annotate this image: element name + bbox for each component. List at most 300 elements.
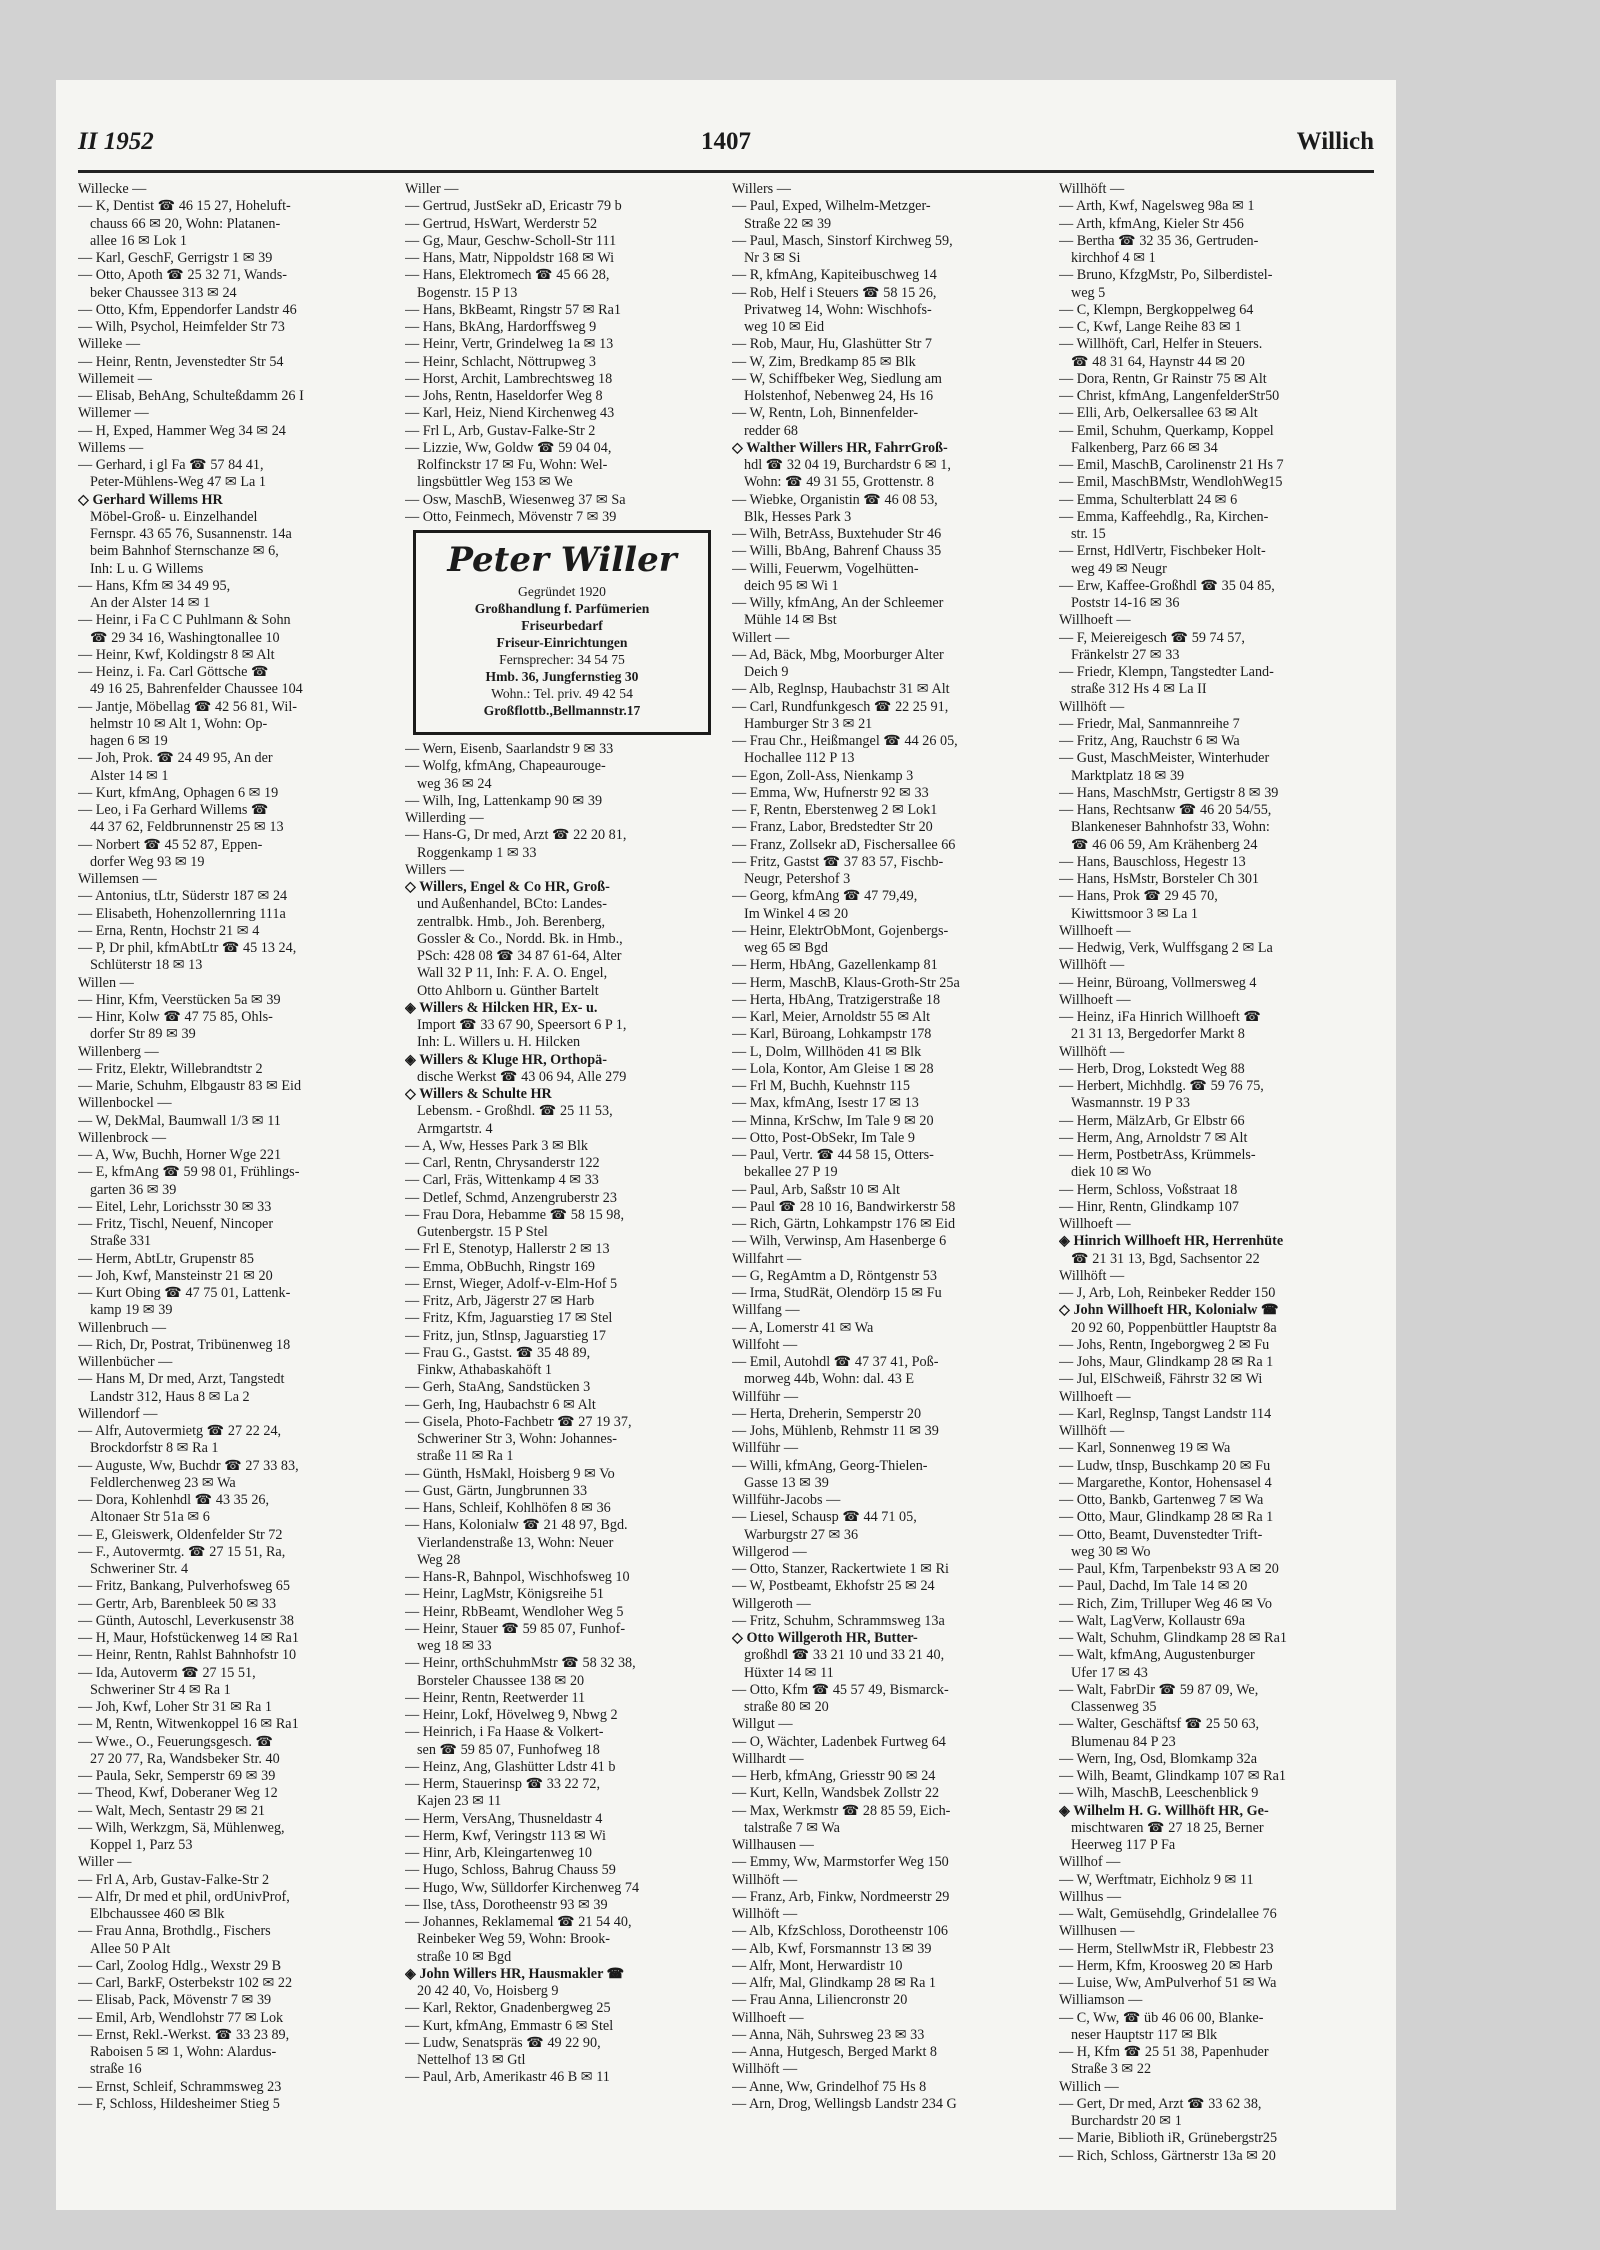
directory-entry: allee 16 ✉ Lok 1 xyxy=(90,232,187,249)
directory-entry: Reinbeker Weg 59, Wohn: Brook- xyxy=(417,1931,611,1948)
directory-entry: Straße 3 ✉ 22 xyxy=(1071,2061,1152,2078)
directory-entry: Feldlerchenweg 23 ✉ Wa xyxy=(90,1474,236,1491)
directory-entry: — F, Schloss, Hildesheimer Stieg 5 xyxy=(78,2095,280,2112)
directory-entry: — Frl M, Buchh, Kuehnstr 115 xyxy=(732,1078,910,1094)
directory-entry: — Heinr, ElektrObMont, Gojenbergs- xyxy=(732,922,949,939)
directory-entry: — Gert, Dr med, Arzt ☎ 33 62 38, xyxy=(1059,2095,1262,2112)
directory-entry: — Emma, Schulterblatt 24 ✉ 6 xyxy=(1059,491,1238,508)
directory-entry: Willenbruch — xyxy=(78,1319,167,1336)
ad-address-1: Hmb. 36, Jungfernstieg 30 xyxy=(485,669,639,684)
directory-entry: — Hugo, Schloss, Bahrug Chauss 59 xyxy=(405,1862,616,1879)
directory-entry: — Jantje, Möbellag ☎ 42 56 81, Wil- xyxy=(78,698,297,715)
directory-entry: Willhardt — xyxy=(732,1750,804,1767)
directory-entry: Willhöft — xyxy=(732,1906,798,1922)
directory-entry: zentralbk. Hmb., Joh. Berenberg, xyxy=(417,913,606,930)
directory-entry: — Antonius, tLtr, Süderstr 187 ✉ 24 xyxy=(78,888,288,905)
directory-entry: Gasse 13 ✉ 39 xyxy=(744,1474,829,1491)
directory-entry: An der Alster 14 ✉ 1 xyxy=(90,595,211,611)
directory-entry: — O, Wächter, Ladenbek Furtweg 64 xyxy=(732,1733,946,1750)
directory-entry: — Gg, Maur, Geschw-Scholl-Str 111 xyxy=(405,232,617,249)
directory-entry: — Heinz, Ang, Glashütter Ldstr 41 b xyxy=(405,1758,616,1775)
directory-entry: kamp 19 ✉ 39 xyxy=(90,1302,173,1319)
directory-entry: Willhoeft — xyxy=(1059,1216,1131,1232)
directory-entry: — Minna, KrSchw, Im Tale 9 ✉ 20 xyxy=(732,1112,934,1129)
ad-line-3: Friseur-Einrichtungen xyxy=(496,635,628,650)
directory-entry: — Heinr, Kwf, Koldingstr 8 ✉ Alt xyxy=(78,646,275,663)
directory-entry: 20 42 40, Vo, Hoisberg 9 xyxy=(417,1983,559,1999)
directory-entry: Willhöft — xyxy=(1059,1043,1125,1060)
directory-entry: — Dora, Kohlenhdl ☎ 43 35 26, xyxy=(78,1492,270,1508)
directory-entry: Nettelhof 13 ✉ Gtl xyxy=(417,2052,526,2068)
page-header xyxy=(78,128,1374,160)
directory-entry: — Ludw, Senatspräs ☎ 49 22 90, xyxy=(405,2034,601,2051)
directory-entry: — Rich, Dr, Postrat, Tribünenweg 18 xyxy=(78,1336,291,1353)
directory-entry: — Hans, HsMstr, Borsteler Ch 301 xyxy=(1059,871,1260,887)
directory-entry: chauss 66 ✉ 20, Wohn: Platanen- xyxy=(90,215,281,232)
directory-entry: mischtwaren ☎ 27 18 25, Berner xyxy=(1071,1819,1264,1836)
directory-entry: Weg 28 xyxy=(417,1551,461,1568)
directory-entry: — Frau Dora, Hebamme ☎ 58 15 98, xyxy=(405,1206,625,1223)
directory-entry: — Bertha ☎ 32 35 36, Gertruden- xyxy=(1059,232,1259,249)
directory-entry: ◈ John Willers HR, Hausmakler ☎ xyxy=(405,1965,625,1982)
directory-entry: — Hans, Elektromech ☎ 45 66 28, xyxy=(405,267,610,284)
directory-entry: Willers — xyxy=(405,861,464,878)
directory-entry: großhdl ☎ 33 21 10 und 33 21 40, xyxy=(744,1647,945,1664)
directory-entry: Roggenkamp 1 ✉ 33 xyxy=(417,844,537,861)
directory-entry: — Herm, HbAng, Gazellenkamp 81 xyxy=(732,957,938,974)
directory-entry: Willer — xyxy=(78,1854,132,1871)
directory-entry: ◈ Hinrich Willhoeft HR, Herrenhüte xyxy=(1059,1233,1284,1250)
directory-entry: Blumenau 84 P 23 xyxy=(1071,1733,1176,1750)
directory-entry: Peter-Mühlens-Weg 47 ✉ La 1 xyxy=(90,474,266,491)
directory-entry: — Hinr, Kolw ☎ 47 75 85, Ohls- xyxy=(78,1009,273,1025)
directory-entry: Willer — xyxy=(405,181,459,197)
directory-entry: — Heinr, LagMstr, Königsreihe 51 xyxy=(405,1586,605,1603)
directory-entry: — Karl, Büroang, Lohkampstr 178 xyxy=(732,1026,932,1043)
directory-entry: — Lola, Kontor, Am Gleise 1 ✉ 28 xyxy=(732,1060,934,1077)
directory-entry: — Otto, Kfm, Eppendorfer Landstr 46 xyxy=(78,301,297,318)
directory-entry: — Wolfg, kfmAng, Chapeaurouge- xyxy=(405,758,606,775)
directory-entry: und Außenhandel, BCto: Landes- xyxy=(417,896,607,913)
directory-entry: ☎ 29 34 16, Washingtonallee 10 xyxy=(90,629,280,646)
directory-entry: — Franz, Zollsekr aD, Fischersallee 66 xyxy=(732,836,956,853)
directory-entry: bekallee 27 P 19 xyxy=(744,1164,838,1181)
directory-entry: — Walt, Schuhm, Glindkamp 28 ✉ Ra1 xyxy=(1059,1630,1288,1646)
directory-entry: Willemeit — xyxy=(78,370,152,387)
directory-entry: — Walt, LagVerw, Kollaustr 69a xyxy=(1059,1612,1246,1629)
directory-entry: — Horst, Archit, Lambrechtsweg 18 xyxy=(405,370,613,387)
directory-entry: Privatweg 14, Wohn: Wischhofs- xyxy=(744,301,932,318)
directory-entry: — Herb, Drog, Lokstedt Weg 88 xyxy=(1059,1060,1245,1077)
directory-entry: — Karl, Sonnenweg 19 ✉ Wa xyxy=(1059,1440,1231,1457)
directory-entry: 27 20 77, Ra, Wandsbeker Str. 40 xyxy=(90,1750,280,1767)
directory-entry: Inh: L u. G Willems xyxy=(90,560,204,577)
directory-entry: — Hans, Rechtsanw ☎ 46 20 54/55, xyxy=(1059,802,1272,818)
directory-entry: — Otto, Bankb, Gartenweg 7 ✉ Wa xyxy=(1059,1492,1264,1508)
directory-entry: — Gertr, Arb, Barenbleek 50 ✉ 33 xyxy=(78,1595,277,1612)
directory-entry: dische Werkst ☎ 43 06 94, Alle 279 xyxy=(417,1068,627,1085)
directory-entry: — Eitel, Lehr, Lorichsstr 30 ✉ 33 xyxy=(78,1198,272,1215)
directory-entry: — Elisab, BehAng, Schulteßdamm 26 I xyxy=(78,388,304,404)
directory-entry: — Theod, Kwf, Doberaner Weg 12 xyxy=(78,1785,278,1802)
directory-entry: — Elisab, Pack, Mövenstr 7 ✉ 39 xyxy=(78,1992,272,2009)
column-2-entries-bottom xyxy=(405,741,719,2087)
directory-entry: Kajen 23 ✉ 11 xyxy=(417,1793,502,1810)
directory-entry: — Emil, MaschBMstr, WendlohWeg15 xyxy=(1059,474,1283,491)
directory-entry: — C, Kwf, Lange Reihe 83 ✉ 1 xyxy=(1059,319,1242,335)
directory-entry: — Paul ☎ 28 10 16, Bandwirkerstr 58 xyxy=(732,1198,956,1215)
directory-entry: — Arth, Kwf, Nagelsweg 98a ✉ 1 xyxy=(1059,198,1255,215)
directory-entry: — Ludw, tInsp, Buschkamp 20 ✉ Fu xyxy=(1059,1457,1271,1474)
directory-entry: — Fritz, Ang, Rauchstr 6 ✉ Wa xyxy=(1059,733,1240,749)
directory-entry: ☎ 48 31 64, Haynstr 44 ✉ 20 xyxy=(1071,353,1245,370)
directory-entry: Vierlandenstraße 13, Wohn: Neuer xyxy=(417,1534,614,1551)
directory-entry: — Anna, Näh, Suhrsweg 23 ✉ 33 xyxy=(732,2026,925,2043)
directory-entry: lingsbüttler Weg 153 ✉ We xyxy=(417,474,573,491)
directory-entry: ◈ Willers & Kluge HR, Orthopä- xyxy=(405,1051,607,1068)
directory-entry: weg 5 xyxy=(1071,284,1106,301)
directory-entry: — Fritz, Elektr, Willebrandtstr 2 xyxy=(78,1060,263,1077)
directory-entry: weg 49 ✉ Neugr xyxy=(1071,560,1167,577)
directory-entry: Blankeneser Bahnhofstr 33, Wohn: xyxy=(1071,819,1270,836)
directory-entry: — Marie, Schuhm, Elbgaustr 83 ✉ Eid xyxy=(78,1078,302,1094)
directory-entry: — Ernst, Rekl.-Werkst. ☎ 33 23 89, xyxy=(78,2026,290,2043)
directory-entry: — Irma, StudRät, Olendörp 15 ✉ Fu xyxy=(732,1285,942,1301)
directory-entry: — Erna, Rentn, Hochstr 21 ✉ 4 xyxy=(78,922,260,939)
directory-entry: — Herm, StellwMstr iR, Flebbestr 23 xyxy=(1059,1940,1274,1957)
directory-entry: ◇ John Willhoeft HR, Kolonialw ☎ xyxy=(1059,1302,1279,1319)
directory-entry: 49 16 25, Bahrenfelder Chaussee 104 xyxy=(90,681,303,698)
directory-entry: Alster 14 ✉ 1 xyxy=(90,767,169,784)
directory-entry: Fernspr. 43 65 76, Susannenstr. 14a xyxy=(90,526,292,542)
directory-entry: Hochallee 112 P 13 xyxy=(744,750,855,767)
directory-entry: — Heinr, Vertr, Grindelweg 1a ✉ 13 xyxy=(405,336,614,353)
directory-entry: — Frau Anna, Liliencronstr 20 xyxy=(732,1992,908,2009)
directory-entry: Straße 331 xyxy=(90,1233,152,1250)
directory-entry: Classenweg 35 xyxy=(1071,1699,1157,1715)
directory-entry: ◇ Willers, Engel & Co HR, Groß- xyxy=(405,879,610,895)
directory-entry: Willgut — xyxy=(732,1716,793,1733)
directory-entry: — Gertrud, HsWart, Werderstr 52 xyxy=(405,215,598,232)
directory-entry: — Alfr, Mont, Herwardistr 10 xyxy=(732,1957,903,1974)
directory-entry: Poststr 14-16 ✉ 36 xyxy=(1071,595,1180,611)
directory-entry: ☎ 46 06 59, Am Krähenberg 24 xyxy=(1071,836,1258,853)
directory-entry: — Max, kfmAng, Isestr 17 ✉ 13 xyxy=(732,1095,919,1112)
directory-entry: — F., Autovermtg. ☎ 27 15 51, Ra, xyxy=(78,1543,286,1560)
directory-entry: str. 15 xyxy=(1071,526,1106,542)
directory-entry: — Dora, Rentn, Gr Rainstr 75 ✉ Alt xyxy=(1059,370,1267,387)
directory-entry: diek 10 ✉ Wo xyxy=(1071,1164,1152,1181)
directory-entry: — Wilh, Verwinsp, Am Hasenberge 6 xyxy=(732,1233,947,1250)
directory-entry: Schweriner Str. 4 xyxy=(90,1561,189,1577)
directory-entry: — Hans, BkBeamt, Ringstr 57 ✉ Ra1 xyxy=(405,301,622,318)
directory-entry: hagen 6 ✉ 19 xyxy=(90,733,168,749)
directory-entry: Willhoeft — xyxy=(1059,991,1131,1008)
directory-entry: — Heinr, i Fa C C Puhlmann & Sohn xyxy=(78,612,291,629)
directory-entry: — Heinr, Rentn, Jevenstedter Str 54 xyxy=(78,353,284,370)
directory-entry: — Wilh, Psychol, Heimfelder Str 73 xyxy=(78,319,285,335)
directory-entry: Gutenbergstr. 15 P Stel xyxy=(417,1224,548,1240)
directory-entry: — Emma, Kaffeehdlg., Ra, Kirchen- xyxy=(1059,508,1269,525)
directory-entry: — Wiebke, Organistin ☎ 46 08 53, xyxy=(732,491,938,508)
directory-entry: — E, kfmAng ☎ 59 98 01, Frühlings- xyxy=(78,1164,300,1181)
directory-entry: — Fritz, jun, Stlnsp, Jaguarstieg 17 xyxy=(405,1327,606,1344)
directory-entry: Willhöft — xyxy=(732,1871,798,1888)
directory-entry: — Jul, ElSchweiß, Fährstr 32 ✉ Wi xyxy=(1059,1371,1263,1388)
directory-entry: — Otto, Kfm ☎ 45 57 49, Bismarck- xyxy=(732,1681,949,1698)
directory-entry: ◈ Wilhelm H. G. Willhöft HR, Ge- xyxy=(1059,1802,1269,1819)
directory-entry: — Karl, Heiz, Niend Kirchenweg 43 xyxy=(405,405,615,422)
directory-entry: — W, Zim, Bredkamp 85 ✉ Blk xyxy=(732,353,916,370)
directory-entry: — Erw, Kaffee-Großhdl ☎ 35 04 85, xyxy=(1059,577,1275,594)
directory-entry: — H, Exped, Hammer Weg 34 ✉ 24 xyxy=(78,422,286,439)
directory-entry: Otto Ahlborn u. Günther Bartelt xyxy=(417,982,599,999)
column-4 xyxy=(1059,181,1373,2191)
directory-entry: straße 11 ✉ Ra 1 xyxy=(417,1448,514,1465)
directory-entry: — Auguste, Ww, Buchdr ☎ 27 33 83, xyxy=(78,1457,299,1474)
directory-entry: — Willi, BbAng, Bahrenf Chauss 35 xyxy=(732,543,942,560)
directory-entry: — Paul, Kfm, Tarpenbekstr 93 A ✉ 20 xyxy=(1059,1561,1279,1577)
directory-entry: Rolfinckstr 17 ✉ Fu, Wohn: Wel- xyxy=(417,457,608,473)
directory-entry: — Gust, Gärtn, Jungbrunnen 33 xyxy=(405,1482,588,1499)
directory-entry: — Hans, Bauschloss, Hegestr 13 xyxy=(1059,853,1246,870)
directory-entry: — Wern, Ing, Osd, Blomkamp 32a xyxy=(1059,1750,1257,1767)
directory-entry: — M, Rentn, Witwenkoppel 16 ✉ Ra1 xyxy=(78,1716,299,1733)
directory-entry: Willführ — xyxy=(732,1388,799,1405)
directory-entry: — Wilh, Werkzgm, Sä, Mühlenweg, xyxy=(78,1819,285,1836)
ad-line-1: Großhandlung f. Parfümerien xyxy=(474,601,650,616)
directory-entry: — Heinz, i. Fa. Carl Göttsche ☎ xyxy=(78,664,269,680)
directory-entry: Willemer — xyxy=(78,405,149,422)
ad-title: Peter Willer xyxy=(447,540,677,580)
directory-entry: Willhöft — xyxy=(1059,181,1125,197)
directory-entry: — Carl, Rundfunkgesch ☎ 22 25 91, xyxy=(732,698,949,715)
directory-entry: — Herm, Kfm, Kroosweg 20 ✉ Harb xyxy=(1059,1957,1273,1974)
ad-phone: Fernsprecher: 34 54 75 xyxy=(499,652,625,667)
directory-entry: — Heinrich, i Fa Haase & Volkert- xyxy=(405,1724,604,1741)
directory-entry: Willecke — xyxy=(78,181,147,197)
directory-entry: Schlüterstr 18 ✉ 13 xyxy=(90,957,203,974)
directory-entry: — Herm, MälzArb, Gr Elbstr 66 xyxy=(1059,1112,1245,1129)
directory-entry: — Emil, Arb, Wendlohstr 77 ✉ Lok xyxy=(78,2009,284,2026)
directory-entry: — Rich, Gärtn, Lohkampstr 176 ✉ Eid xyxy=(732,1216,956,1232)
directory-entry: — Alfr, Autovermietg ☎ 27 22 24, xyxy=(78,1423,282,1439)
directory-entry: Willführ — xyxy=(732,1440,799,1457)
directory-entry: — Franz, Labor, Bredstedter Str 20 xyxy=(732,819,933,836)
directory-entry: — Johs, Rentn, Ingeborgweg 2 ✉ Fu xyxy=(1059,1336,1270,1353)
directory-entry: — Gerh, Ing, Haubachstr 6 ✉ Alt xyxy=(405,1396,596,1413)
directory-entry: — Kurt, kfmAng, Emmastr 6 ✉ Stel xyxy=(405,2017,614,2034)
directory-entry: — W, Werftmatr, Eichholz 9 ✉ 11 xyxy=(1059,1871,1254,1888)
directory-entry: — Fritz, Tischl, Neuenf, Nincoper xyxy=(78,1216,274,1232)
directory-entry: — Friedr, Klempn, Tangstedter Land- xyxy=(1059,664,1274,680)
directory-entry: — Heinr, Stauer ☎ 59 85 07, Funhof- xyxy=(405,1620,626,1637)
directory-entry: Hamburger Str 3 ✉ 21 xyxy=(744,715,873,732)
directory-entry: beker Chaussee 313 ✉ 24 xyxy=(90,284,237,301)
directory-entry: — Ernst, Schleif, Schrammsweg 23 xyxy=(78,2078,282,2095)
directory-entry: Willenbrock — xyxy=(78,1129,167,1146)
directory-entry: — Rich, Schloss, Gärtnerstr 13a ✉ 20 xyxy=(1059,2147,1276,2164)
directory-entry: Willhusen — xyxy=(1059,1923,1135,1940)
directory-entry: — Franz, Arb, Finkw, Nordmeerstr 29 xyxy=(732,1888,950,1905)
directory-entry: — Fritz, Arb, Jägerstr 27 ✉ Harb xyxy=(405,1293,595,1309)
directory-entry: Willert — xyxy=(732,629,790,646)
directory-entry: — Ernst, Wieger, Adolf-v-Elm-Hof 5 xyxy=(405,1275,618,1292)
directory-entry: Willhöft — xyxy=(1059,1423,1125,1439)
directory-entry: — Wilh, Beamt, Glindkamp 107 ✉ Ra1 xyxy=(1059,1768,1286,1784)
directory-entry: — Joh, Kwf, Loher Str 31 ✉ Ra 1 xyxy=(78,1699,272,1715)
directory-entry: — J, Arb, Loh, Reinbeker Redder 150 xyxy=(1059,1285,1276,1301)
directory-entry: — Alb, Kwf, Forsmannstr 13 ✉ 39 xyxy=(732,1940,932,1957)
directory-entry: weg 10 ✉ Eid xyxy=(744,319,825,335)
directory-entry: — Wilh, Ing, Lattenkamp 90 ✉ 39 xyxy=(405,792,603,809)
directory-entry: Schweriner Str 4 ✉ Ra 1 xyxy=(90,1681,231,1698)
directory-entry: — Karl, GeschF, Gerrigstr 1 ✉ 39 xyxy=(78,250,273,266)
directory-entry: talstraße 7 ✉ Wa xyxy=(744,1819,840,1836)
directory-entry: 21 31 13, Bergedorfer Markt 8 xyxy=(1071,1026,1245,1043)
directory-entry: — Herm, PostbetrAss, Krümmels- xyxy=(1059,1147,1256,1163)
directory-entry: Willhoeft — xyxy=(1059,1388,1131,1405)
directory-entry: — Paul, Arb, Saßstr 10 ✉ Alt xyxy=(732,1181,900,1198)
directory-entry: Gossler & Co., Nordd. Bk. in Hmb., xyxy=(417,930,623,947)
directory-entry: — Otto, Feinmech, Mövenstr 7 ✉ 39 xyxy=(405,508,617,525)
directory-entry: — Emil, Schuhm, Querkamp, Koppel xyxy=(1059,422,1274,439)
directory-entry: — Carl, Zoolog Hdlg., Wexstr 29 B xyxy=(78,1957,282,1974)
directory-entry: — Gerhard, i gl Fa ☎ 57 84 41, xyxy=(78,457,264,473)
directory-entry: Willers — xyxy=(732,181,791,197)
directory-entry: — W, DekMal, Baumwall 1/3 ✉ 11 xyxy=(78,1112,281,1129)
directory-entry: Willhoeft — xyxy=(1059,612,1131,629)
directory-entry: — L, Dolm, Willhöden 41 ✉ Blk xyxy=(732,1043,922,1060)
directory-entry: — Paul, Exped, Wilhelm-Metzger- xyxy=(732,198,931,215)
directory-entry: — Walt, Gemüsehdlg, Grindelallee 76 xyxy=(1059,1906,1277,1922)
directory-entry: dorfer Str 89 ✉ 39 xyxy=(90,1026,196,1043)
directory-entry: — Ernst, HdlVertr, Fischbeker Holt- xyxy=(1059,543,1266,560)
directory-entry: Willführ-Jacobs — xyxy=(732,1492,841,1508)
directory-entry: — Fritz, Bankang, Pulverhofsweg 65 xyxy=(78,1578,290,1595)
directory-entry: — Hinr, Rentn, Glindkamp 107 xyxy=(1059,1198,1239,1215)
directory-entry: ◇ Gerhard Willems HR xyxy=(78,491,223,508)
directory-entry: kirchhof 4 ✉ 1 xyxy=(1071,250,1156,266)
directory-entry: — Hans-R, Bahnpol, Wischhofsweg 10 xyxy=(405,1569,630,1585)
directory-entry: — Hans, Schleif, Kohlhöfen 8 ✉ 36 xyxy=(405,1500,611,1516)
directory-entry: — Otto, Maur, Glindkamp 28 ✉ Ra 1 xyxy=(1059,1509,1274,1526)
directory-entry: Lebensm. - Großhdl. ☎ 25 11 53, xyxy=(417,1103,613,1120)
directory-entry: — K, Dentist ☎ 46 15 27, Hoheluft- xyxy=(78,198,291,215)
directory-entry: Borsteler Chaussee 138 ✉ 20 xyxy=(417,1672,585,1689)
directory-entry: — Herm, Ang, Arnoldstr 7 ✉ Alt xyxy=(1059,1129,1248,1146)
directory-entry: Altonaer Str 51a ✉ 6 xyxy=(90,1509,210,1526)
directory-entry: — Emil, MaschB, Carolinenstr 21 Hs 7 xyxy=(1059,457,1284,473)
directory-entry: — Emma, ObBuchh, Ringstr 169 xyxy=(405,1258,595,1275)
directory-entry: — Günth, HsMakl, Hoisberg 9 ✉ Vo xyxy=(405,1465,615,1482)
directory-entry: — Johannes, Reklamemal ☎ 21 54 40, xyxy=(405,1914,632,1930)
directory-entry: — Günth, Autoschl, Leverkusenstr 38 xyxy=(78,1612,294,1629)
directory-entry: — Heinr, Rentn, Reetwerder 11 xyxy=(405,1689,586,1706)
ad-line-2: Friseurbedarf xyxy=(521,618,603,633)
directory-entry: ◇ Otto Willgeroth HR, Butter- xyxy=(732,1630,918,1646)
directory-entry: Willfang — xyxy=(732,1302,800,1319)
directory-entry: — Wwe., O., Feuerungsgesch. ☎ xyxy=(78,1733,274,1750)
directory-entry: Neugr, Petershof 3 xyxy=(744,871,851,887)
directory-entry: Blk, Hesses Park 3 xyxy=(744,508,852,525)
directory-entry: — Wilh, MaschB, Leeschenblick 9 xyxy=(1059,1785,1259,1802)
directory-entry: — F, Meiereigesch ☎ 59 74 57, xyxy=(1059,629,1245,646)
directory-entry: weg 36 ✉ 24 xyxy=(417,775,492,792)
directory-entry: — Kurt, kfmAng, Ophagen 6 ✉ 19 xyxy=(78,784,279,801)
directory-entry: — Gertrud, JustSekr aD, Ericastr 79 b xyxy=(405,198,622,215)
directory-entry: — Alfr, Dr med et phil, ordUnivProf, xyxy=(78,1888,290,1905)
directory-entry: Willhöft — xyxy=(732,2061,798,2078)
directory-entry: Willen — xyxy=(78,974,134,991)
directory-entry: — Willhöft, Carl, Helfer in Steuers. xyxy=(1059,336,1263,353)
directory-entry: Willhöft — xyxy=(1059,698,1125,715)
directory-entry: — Willy, kfmAng, An der Schleemer xyxy=(732,595,944,611)
directory-entry: — Walt, FabrDir ☎ 59 87 09, We, xyxy=(1059,1681,1259,1698)
directory-entry: — G, RegAmtm a D, Röntgenstr 53 xyxy=(732,1267,937,1284)
directory-entry: sen ☎ 59 85 07, Funhofweg 18 xyxy=(417,1741,600,1758)
directory-entry: — Leo, i Fa Gerhard Willems ☎ xyxy=(78,802,269,818)
directory-entry: morweg 44b, Wohn: dal. 43 E xyxy=(744,1371,915,1388)
directory-entry: garten 36 ✉ 39 xyxy=(90,1181,177,1198)
directory-entry: — P, Dr phil, kfmAbtLtr ☎ 45 13 24, xyxy=(78,940,297,956)
volume-year: II 1952 xyxy=(78,128,154,155)
directory-entry: Deich 9 xyxy=(744,664,789,680)
directory-entry: Straße 22 ✉ 39 xyxy=(744,215,832,232)
directory-entry: — Heinr, orthSchuhmMstr ☎ 58 32 38, xyxy=(405,1655,636,1672)
directory-entry: Willhöft — xyxy=(1059,957,1125,974)
directory-entry: — Elli, Arb, Oelkersallee 63 ✉ Alt xyxy=(1059,405,1258,422)
directory-entry: Willhausen — xyxy=(732,1837,814,1853)
directory-entry: — Joh, Kwf, Mansteinstr 21 ✉ 20 xyxy=(78,1267,273,1284)
column-1 xyxy=(78,181,392,2191)
directory-entry: — H, Kfm ☎ 25 51 38, Papenhuder xyxy=(1059,2044,1269,2060)
directory-entry: — Gisela, Photo-Fachbetr ☎ 27 19 37, xyxy=(405,1413,632,1430)
directory-entry: Wasmannstr. 19 P 33 xyxy=(1071,1095,1190,1112)
directory-entry: — Johs, Rentn, Haseldorfer Weg 8 xyxy=(405,388,603,404)
directory-entry: — Lizzie, Ww, Goldw ☎ 59 04 04, xyxy=(405,439,612,456)
directory-entry: — Gerh, StaAng, Sandstücken 3 xyxy=(405,1379,591,1396)
directory-entry: — Luise, Ww, AmPulverhof 51 ✉ Wa xyxy=(1059,1975,1277,1991)
directory-entry: Holstenhof, Nebenweg 24, Hs 16 xyxy=(744,388,934,404)
directory-entry: — W, Schiffbeker Weg, Siedlung am xyxy=(732,370,942,387)
directory-page xyxy=(56,80,1396,2210)
directory-entry: weg 30 ✉ Wo xyxy=(1071,1543,1151,1560)
directory-entry: Warburgstr 27 ✉ 36 xyxy=(744,1526,859,1543)
directory-entry: — Frau Chr., Heißmangel ☎ 44 26 05, xyxy=(732,733,958,749)
directory-entry: — Paul, Masch, Sinstorf Kirchweg 59, xyxy=(732,232,953,249)
directory-entry: PSch: 428 08 ☎ 34 87 61-64, Alter xyxy=(417,948,622,964)
directory-entry: — Georg, kfmAng ☎ 47 79,49, xyxy=(732,888,918,905)
directory-entry: — Herm, VersAng, Thusneldastr 4 xyxy=(405,1810,603,1827)
directory-entry: — Paul, Arb, Amerikastr 46 B ✉ 11 xyxy=(405,2069,610,2086)
directory-entry: straße 312 Hs 4 ✉ La II xyxy=(1071,681,1207,698)
directory-entry: — Karl, Meier, Arnoldstr 55 ✉ Alt xyxy=(732,1009,931,1025)
directory-entry: — Rob, Maur, Hu, Glashütter Str 7 xyxy=(732,336,933,353)
directory-entry: — Karl, Reglnsp, Tangst Landstr 114 xyxy=(1059,1405,1272,1422)
directory-entry: — Joh, Prok. ☎ 24 49 95, An der xyxy=(78,750,273,767)
directory-entry: — Heinr, RbBeamt, Wendloher Weg 5 xyxy=(405,1603,624,1620)
directory-entry: — Carl, BarkF, Osterbekstr 102 ✉ 22 xyxy=(78,1975,293,1991)
directory-entry: — Hinr, Kfm, Veerstücken 5a ✉ 39 xyxy=(78,991,281,1008)
directory-entry: hdl ☎ 32 04 19, Burchardstr 6 ✉ 1, xyxy=(744,457,951,473)
directory-entry: Nr 3 ✉ Si xyxy=(744,250,801,266)
directory-entry: Williamson — xyxy=(1059,1992,1143,2009)
running-head: Willich xyxy=(1296,128,1374,155)
directory-entry: — W, Rentn, Loh, Binnenfelder- xyxy=(732,405,919,422)
directory-entry: dorfer Weg 93 ✉ 19 xyxy=(90,853,205,870)
directory-entry: — E, Gleiswerk, Oldenfelder Str 72 xyxy=(78,1526,283,1543)
